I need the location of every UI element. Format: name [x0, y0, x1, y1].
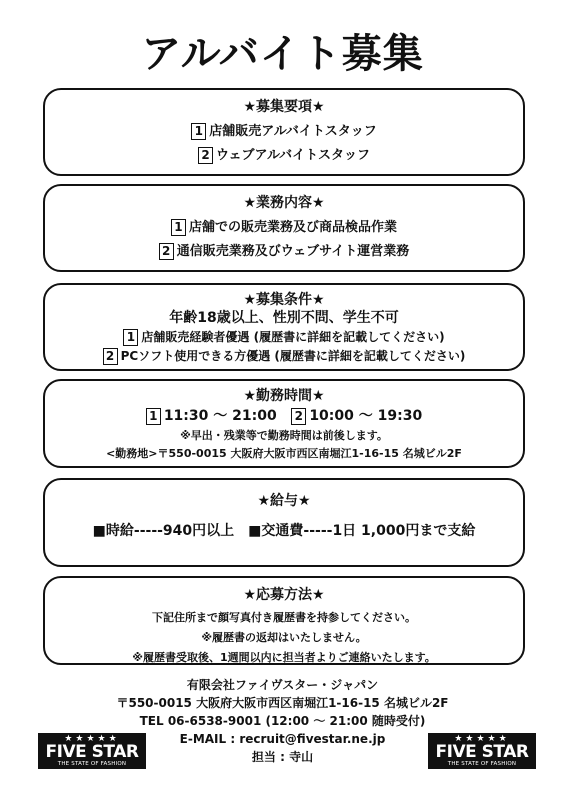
company-email[interactable]: E-MAIL : recruit@fivestar.ne.jp — [179, 732, 386, 746]
item-number: 1 — [191, 123, 206, 140]
logo-tagline: THE STATE OF FASHION — [447, 761, 517, 767]
logo-brand: FIVE STAR — [435, 742, 529, 762]
item-text: 店舗販売アルバイトスタッフ — [209, 124, 377, 139]
section-heading: ★募集要項★ — [243, 99, 325, 115]
list-item — [45, 328, 523, 347]
list-item — [45, 216, 523, 240]
section-heading: ★応募方法★ — [243, 587, 325, 603]
section-heading: ★業務内容★ — [243, 195, 325, 211]
salary-details: ■時給-----940円以上 ■交通費-----1日 1,000円まで支給 — [92, 523, 476, 539]
work-location: <勤務地>〒550-0015 大阪府大阪市西区南堀江1-16-15 名城ビル2F — [106, 447, 462, 460]
requirements-summary: 年齢18歳以上、性別不問、学生不可 — [169, 310, 399, 326]
item-number: 1 — [123, 329, 138, 346]
section-heading: ★給与★ — [257, 493, 311, 509]
page-title: アルバイト募集 — [141, 31, 424, 77]
shift-number: 1 — [146, 408, 161, 425]
section-heading: ★募集条件★ — [243, 292, 325, 308]
list-item — [45, 347, 523, 366]
shift-times — [45, 405, 523, 427]
fivestar-logo — [428, 733, 536, 769]
shift-time: 10:00 ～ 19:30 — [309, 408, 423, 424]
item-number: 2 — [198, 147, 213, 164]
section-requirements — [43, 283, 525, 371]
apply-line: ※履歴書受取後、1週間以内に担当者よりご連絡いたします。 — [132, 651, 436, 664]
hours-note: ※早出・残業等で勤務時間は前後します。 — [180, 429, 388, 442]
apply-line: ※履歴書の返却はいたしません。 — [201, 631, 367, 644]
list-item — [45, 240, 523, 264]
list-item — [45, 144, 523, 168]
item-number: 1 — [171, 219, 186, 236]
stars-icon: ★★★★★ — [454, 734, 510, 744]
list-item — [45, 120, 523, 144]
section-heading: ★勤務時間★ — [243, 388, 325, 404]
shift-time: 11:30 ～ 21:00 — [163, 408, 277, 424]
item-text: 店舗での販売業務及び商品検品作業 — [188, 220, 397, 235]
fivestar-logo — [38, 733, 146, 769]
section-job-description — [43, 184, 525, 272]
section-salary — [43, 478, 525, 567]
item-number: 2 — [103, 348, 118, 365]
company-address: 〒550-0015 大阪府大阪市西区南堀江1-16-15 名城ビル2F — [116, 696, 449, 710]
section-how-to-apply — [43, 576, 525, 665]
item-text: PCソフト使用できる方優遇 (履歴書に詳細を記載してください) — [120, 349, 466, 363]
shift-number: 2 — [291, 408, 306, 425]
logo-brand: FIVE STAR — [45, 742, 139, 762]
apply-line: 下記住所まで顔写真付き履歴書を持参してください。 — [152, 611, 416, 624]
section-recruitment-positions — [43, 88, 525, 176]
company-name: 有限会社ファイヴスター・ジャパン — [186, 678, 379, 692]
item-text: 店舗販売経験者優遇 (履歴書に詳細を記載してください) — [141, 330, 445, 344]
logo-tagline: THE STATE OF FASHION — [57, 761, 127, 767]
item-text: ウェブアルバイトスタッフ — [216, 148, 370, 163]
company-tel: TEL 06-6538-9001 (12:00 ～ 21:00 随時受付) — [139, 714, 426, 728]
section-working-hours — [43, 379, 525, 468]
stars-icon: ★★★★★ — [64, 734, 120, 744]
item-number: 2 — [159, 243, 174, 260]
company-contact: 担当 : 寺山 — [251, 750, 314, 764]
item-text: 通信販売業務及びウェブサイト運営業務 — [176, 244, 410, 259]
